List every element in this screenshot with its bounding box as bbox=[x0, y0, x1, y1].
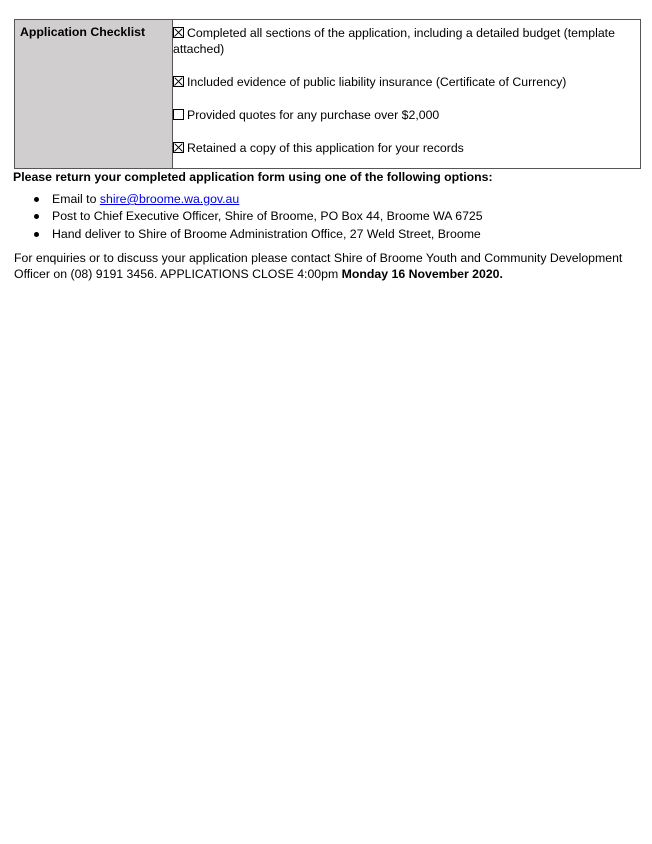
option-post bbox=[14, 208, 483, 225]
application-checklist-table bbox=[14, 19, 641, 169]
enquiry-text: For enquiries or to discuss your application please contact Shire of Broome Youth and Community Development Officer on (08) 9191 3456. APPLICATIONS CLOSE 4:00pm bbox=[14, 251, 623, 281]
enquiry-paragraph bbox=[14, 250, 640, 282]
checklist-items bbox=[173, 20, 641, 169]
checkbox-unchecked-icon[interactable] bbox=[173, 109, 184, 120]
checklist-item-text: Included evidence of public liability insurance (Certificate of Currency) bbox=[187, 75, 567, 89]
bullet-icon bbox=[34, 197, 39, 202]
option-email bbox=[14, 191, 483, 208]
checklist-item bbox=[173, 25, 632, 57]
checkbox-checked-icon[interactable] bbox=[173, 142, 184, 153]
checklist-item-text: Provided quotes for any purchase over $2,000 bbox=[187, 108, 440, 122]
option-post-text: Post to Chief Executive Officer, Shire of Broome, PO Box 44, Broome WA 6725 bbox=[52, 209, 483, 224]
email-link[interactable]: shire@broome.wa.gov.au bbox=[99, 192, 240, 206]
checkbox-checked-icon[interactable] bbox=[173, 27, 184, 38]
bullet-icon bbox=[34, 232, 39, 237]
checkbox-checked-icon[interactable] bbox=[173, 76, 184, 87]
checklist-item bbox=[173, 140, 632, 156]
checklist-item bbox=[173, 107, 632, 123]
closing-date: Monday 16 November 2020 bbox=[341, 267, 500, 281]
checklist-item-text: Completed all sections of the application, including a detailed budget (template attached) bbox=[173, 26, 615, 56]
return-options-list bbox=[14, 191, 483, 243]
bullet-icon bbox=[34, 214, 39, 219]
email-prefix: Email to bbox=[52, 192, 100, 206]
return-options-heading: Please return your completed application form using one of the following options: bbox=[13, 170, 493, 184]
checklist-label: Application Checklist bbox=[15, 20, 173, 169]
checklist-item bbox=[173, 74, 632, 90]
closing-date-period: . bbox=[499, 267, 503, 281]
option-hand-text: Hand deliver to Shire of Broome Administration Office, 27 Weld Street, Broome bbox=[52, 226, 481, 241]
checklist-item-text: Retained a copy of this application for your records bbox=[187, 141, 464, 155]
option-hand-deliver bbox=[14, 226, 483, 243]
